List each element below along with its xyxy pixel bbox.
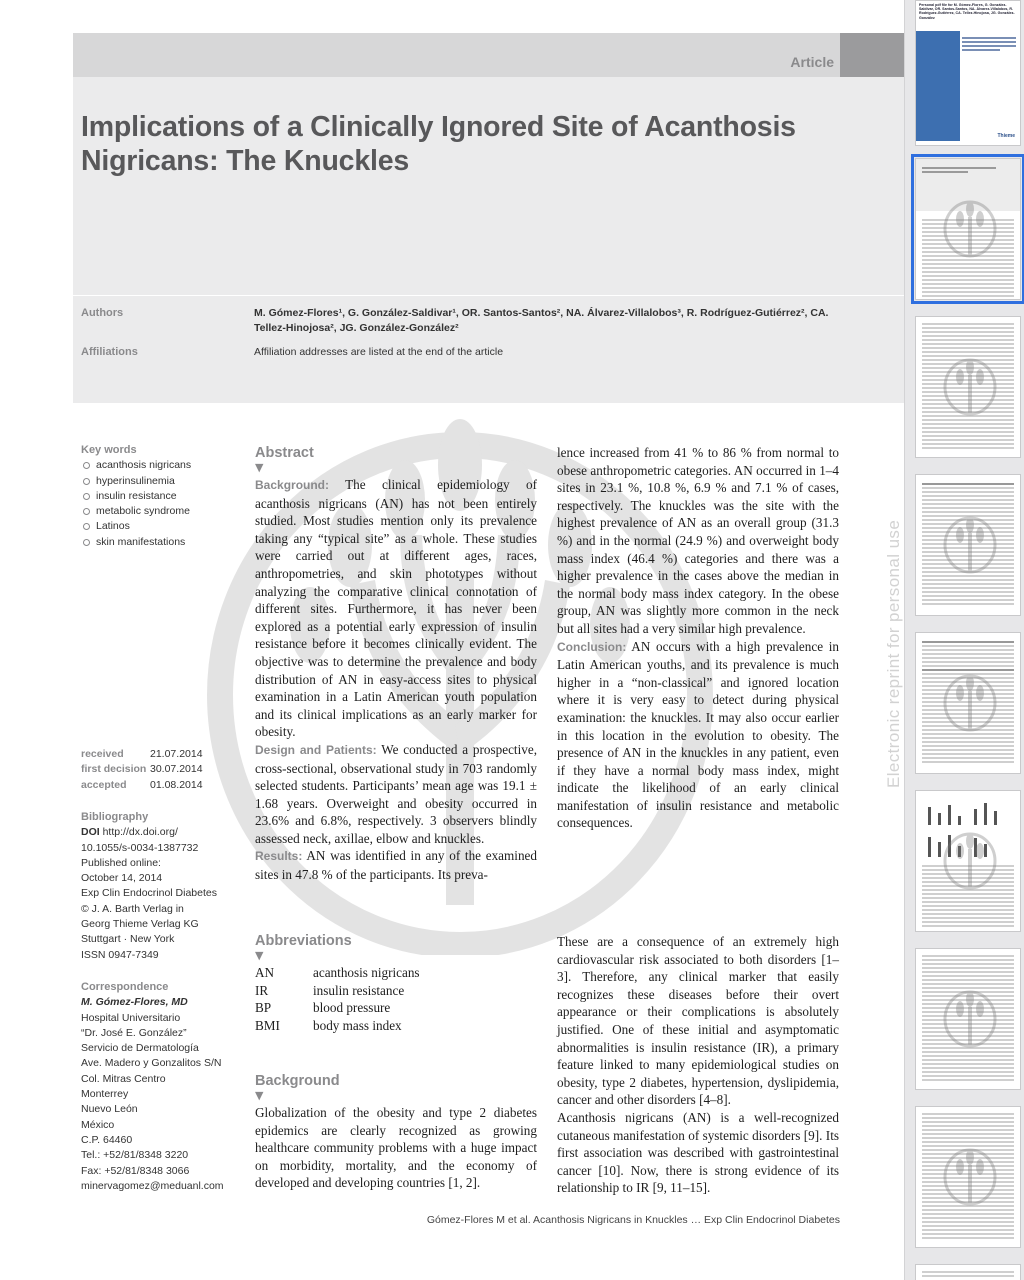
keyword-item: insulin resistance — [81, 489, 241, 504]
abstract-design — [255, 741, 537, 848]
correspondence-section — [81, 980, 241, 1194]
article-type-label: Article — [790, 54, 834, 70]
triangle-down-icon: ▼ — [255, 1089, 264, 1102]
background-text: The clinical epidemiology of acanthosis nigricans (AN) has not been entirely studied. Most studies mention only its prevalence taking any “typical site” as a whole. These studies were carried out at different ages, races, anthropometries, and skin phototypes without analyzing the comparative clinical connotation of different sites. Furthermore, it has never been explored as a potential early expression of insulin resistance before it becomes clinically evident. The objective was to determine the prevalence and body distribution of AN in easy-access sites to physical examination in a Latin American youth population and its clinical implications as an early marker for obesity. — [255, 477, 537, 740]
article-tab-block — [840, 33, 904, 77]
abbr-key: BP — [255, 1000, 272, 1016]
keywords-heading: Key words — [81, 444, 137, 456]
dates-section — [81, 747, 241, 793]
thumb-tree-watermark-icon — [942, 515, 998, 575]
abbreviation-row — [255, 999, 537, 1017]
affiliations-label: Affiliations — [81, 346, 138, 358]
abbreviation-row — [255, 1017, 537, 1035]
thumb-chart — [924, 801, 1014, 825]
bib-line: Stuttgart · New York — [81, 933, 175, 946]
thumb-text — [922, 1271, 1014, 1279]
corr-line: Monterrey — [81, 1088, 129, 1101]
date-label: first decision — [81, 763, 147, 776]
abstract-results-continued: lence increased from 41 % to 86 % from normal to obese anthropometric categories. AN occurred in 1–4 sites in 23.1 %, 10.8 %, 6.9 % and 7.1 % of cases, respectively. The knuckles was the site with the highest prevalence of AN as an overall group (31.3 %) and in the normal (24.9 %) and overweight body mass index (46.4 %) categories and there was a higher prevalence in the cases above the median in the normal body mass index category. In the obese group, AN was slightly more common in the neck but all sites had a very similar high prevalence. — [557, 445, 839, 636]
bibliography-heading: Bibliography — [81, 811, 149, 823]
design-text: We conducted a prospective, cross-sectional, observational study in 703 randomly selected students. Participants’ mean age was 19.1 ± 1.68 years. Overweight and obesity occurred in 23.6% and 6.8%, respectively. 3 observers blindly assessed neck, axillae, elbow and knuckles. — [255, 741, 538, 846]
abstract-conclusion — [557, 638, 839, 833]
conclusion-text: AN occurs with a high prevalence in Latin American youths, and its prevalence is much higher in a “non-classical” and ignored location where it is very easy to detect during physical examination: the knuckles. It may also occur earlier in this location in the evolution to obesity. The presence of AN in the knuckles in any patient, even if they have a normal body mass index, might indicate the likelihood of an early clinical manifestation of insulin resistance and metabolic consequences. — [557, 638, 839, 831]
abbr-key: IR — [255, 982, 269, 998]
bib-line: Exp Clin Endocrinol Diabetes — [81, 887, 217, 900]
thumb-tree-watermark-icon — [942, 199, 998, 259]
background-paragraph: Globalization of the obesity and type 2 diabetes epidemics are clearly recognized as growing healthcare community problems with a huge impact on morbidity, mortality, and the economy of developed and developing countries [1, 2]. — [255, 1105, 537, 1191]
page-thumbnails-sidebar[interactable] — [904, 0, 1024, 1280]
background-heading: Background — [255, 1073, 340, 1089]
abbr-value: blood pressure — [313, 1000, 391, 1016]
date-label: accepted — [81, 778, 127, 791]
email-link[interactable]: minervagomez@meduanl.com — [81, 1179, 224, 1192]
keyword-item: skin manifestations — [81, 535, 241, 550]
background-paragraph: These are a consequence of an extremely high cardiovascular risk associated to both disorders [1–3]. Therefore, any clinical marker that easily recognizes these diseases before their overt appearance or their complications is absolutely justified. One of these initial and asymptomatic abnormalities is insulin resistance (IR), a primary feature linked to many epidemiological studies on obesity, type 2 diabetes, hypertension, dyslipidemia, cancer and other disorders [4–8]. — [557, 934, 839, 1108]
corr-line: Ave. Madero y Gonzalitos S/N — [81, 1057, 222, 1070]
header-topbar — [73, 33, 904, 77]
keyword-item: hyperinsulinemia — [81, 474, 241, 489]
results-label: Results: — [255, 849, 303, 864]
thumbnail-page-2[interactable] — [915, 158, 1021, 300]
doi-label: DOI — [81, 826, 100, 839]
thumbnail-page-1[interactable] — [915, 0, 1021, 146]
thumbnail-page-7[interactable] — [915, 948, 1021, 1090]
abstract-results-start — [255, 847, 537, 883]
thumb-tree-watermark-icon — [942, 989, 998, 1049]
thumb-tree-watermark-icon — [942, 673, 998, 733]
abbreviations-heading: Abbreviations — [255, 933, 352, 949]
electronic-reprint-watermark: Electronic reprint for personal use — [884, 519, 903, 788]
abstract-column-left — [255, 444, 537, 884]
background-label: Background: — [255, 478, 330, 492]
abbreviation-row — [255, 982, 537, 1000]
abstract-background — [255, 476, 537, 741]
keywords-list — [81, 458, 241, 550]
abstract-heading: Abstract — [255, 445, 314, 461]
date-row-first-decision — [81, 762, 241, 777]
abstract-column-right — [557, 444, 839, 832]
authors-list: M. Gómez-Flores¹, G. González-Saldivar¹, OR. Santos-Santos², NA. Álvarez-Villalobos³, R. Rodríguez-Gutiérrez², CA. Tellez-Hinojosa², JG. González-González² — [254, 307, 829, 334]
cover-header — [916, 1, 1020, 29]
corr-line: Nuevo León — [81, 1103, 138, 1116]
thumb-text — [922, 167, 1014, 175]
cover-title-lines — [962, 37, 1016, 53]
thumbnail-page-3[interactable] — [915, 316, 1021, 458]
abbr-value: insulin resistance — [313, 982, 405, 998]
thumb-tree-watermark-icon — [942, 831, 998, 891]
background-paragraph: Acanthosis nigricans (AN) is a well-recognized cutaneous manifestation of systemic disorders [9]. Its first association was described with gastrointestinal cancer [10]. Now, there is strong evidence of its relationship to IR [9, 11–15]. — [557, 1109, 839, 1196]
abbr-key: BMI — [255, 1017, 280, 1033]
corr-line: “Dr. José E. González” — [81, 1026, 187, 1039]
date-row-received — [81, 747, 241, 762]
abbreviations-section — [255, 932, 537, 1034]
bib-line: Georg Thieme Verlag KG — [81, 918, 199, 931]
triangle-down-icon: ▼ — [255, 949, 264, 962]
article-title: Implications of a Clinically Ignored Site of Acanthosis Nigricans: The Knuckles — [81, 111, 796, 177]
design-label: Design and Patients: — [255, 742, 377, 757]
abbreviation-row — [255, 964, 537, 982]
corr-line: Fax: +52/81/8348 3066 — [81, 1164, 190, 1177]
abbr-key: AN — [255, 965, 275, 980]
date-value: 01.08.2014 — [150, 778, 203, 791]
correspondence-heading: Correspondence — [81, 981, 169, 993]
bibliography-section — [81, 810, 241, 963]
triangle-down-icon: ▼ — [255, 461, 264, 474]
abbr-value: acanthosis nigricans — [313, 965, 420, 980]
corr-line: Tel.: +52/81/8348 3220 — [81, 1149, 189, 1162]
thumb-tree-watermark-icon — [942, 357, 998, 417]
keyword-item: metabolic syndrome — [81, 504, 241, 519]
background-column-right — [557, 933, 839, 1197]
bib-line: Published online: — [81, 856, 161, 869]
date-row-accepted — [81, 778, 241, 793]
thumbnail-page-6[interactable] — [915, 790, 1021, 932]
corr-line: México — [81, 1118, 115, 1131]
corr-line: Col. Mitras Centro — [81, 1072, 166, 1085]
keyword-item: acanthosis nigricans — [81, 458, 241, 473]
corr-line: Servicio de Dermatología — [81, 1042, 199, 1055]
thumbnail-page-8[interactable] — [915, 1106, 1021, 1248]
thumbnail-page-9[interactable] — [915, 1264, 1021, 1280]
background-section — [255, 1072, 537, 1192]
thumbnail-page-4[interactable] — [915, 474, 1021, 616]
bib-line: October 14, 2014 — [81, 872, 163, 885]
date-value: 30.07.2014 — [150, 763, 203, 776]
corr-line: Hospital Universitario — [81, 1011, 181, 1024]
abbr-value: body mass index — [313, 1017, 402, 1033]
conclusion-label: Conclusion: — [557, 639, 627, 654]
date-label: received — [81, 748, 124, 760]
corr-line: C.P. 64460 — [81, 1133, 133, 1146]
header-divider — [73, 295, 904, 296]
correspondence-name: M. Gómez-Flores, MD — [81, 996, 188, 1009]
bib-line: © J. A. Barth Verlag in — [81, 902, 184, 915]
affiliations-note: Affiliation addresses are listed at the end of the article — [254, 346, 504, 358]
thumb-tree-watermark-icon — [942, 1147, 998, 1207]
doi-line — [81, 825, 241, 840]
cover-text: Personal pdf file for M. Gómez-Flores, G. González-Saldivar, OR. Santos-Santos, NA. Álvarez-Villalobos, R. Rodríguez-Gutiérrez, CA. Tellez-Hinojosa, JG. González-González — [919, 3, 1015, 20]
thumbnail-page-5[interactable] — [915, 632, 1021, 774]
authors-label: Authors — [81, 307, 124, 319]
results-text: AN was identified in any of the examined sites in 47.8 % of the participants. Its preva- — [255, 848, 537, 883]
keywords-section — [81, 443, 241, 550]
keyword-item: Latinos — [81, 519, 241, 534]
doi-link[interactable]: http://dx.doi.org/ — [102, 826, 178, 839]
thieme-logo: Thieme — [997, 133, 1015, 139]
bib-line: ISSN 0947-7349 — [81, 948, 159, 961]
date-value: 21.07.2014 — [150, 748, 203, 760]
cover-image — [916, 31, 960, 141]
running-footer: Gómez-Flores M et al. Acanthosis Nigricans in Knuckles … Exp Clin Endocrinol Diabetes — [426, 1214, 840, 1226]
bib-line: 10.1055/s-0034-1387732 — [81, 841, 199, 854]
